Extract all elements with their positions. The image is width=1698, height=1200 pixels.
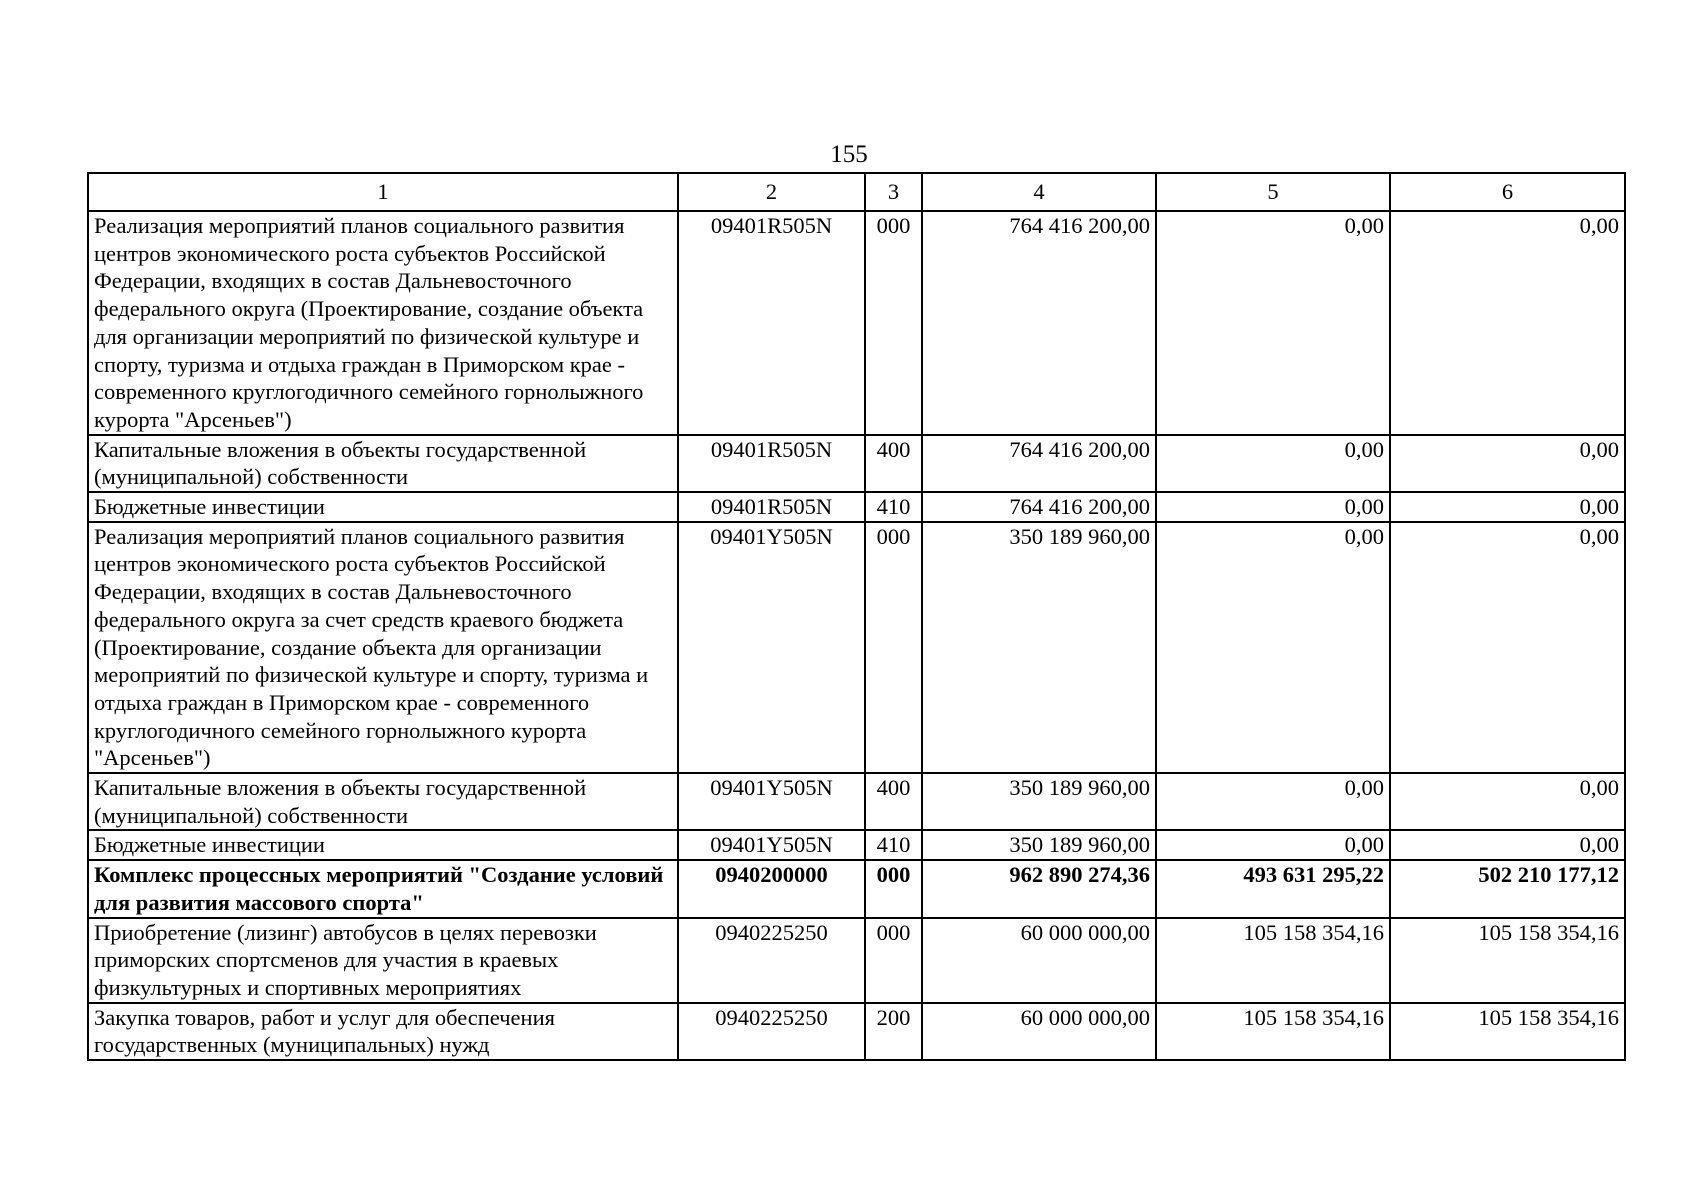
- row-type: 400: [865, 435, 922, 492]
- row-value-6: 0,00: [1390, 211, 1625, 435]
- row-name: Бюджетные инвестиции: [88, 830, 678, 860]
- column-header-1: 1: [88, 173, 678, 211]
- row-name: Закупка товаров, работ и услуг для обеспечения государственных (муниципальных) нужд: [88, 1003, 678, 1060]
- row-type: 000: [865, 211, 922, 435]
- row-name: Реализация мероприятий планов социального развития центров экономического роста субъектов Российской Федерации, входящих в состав Дальневосточного федерального округа за счет средств краевого бюджета (Проектирование, создание объекта для организации мероприятий по физической культуре и спорту, туризма и отдыха граждан в Приморском крае - современного круглогодичного семейного горнолыжного курорта "Арсеньев"): [88, 522, 678, 773]
- column-header-2: 2: [678, 173, 865, 211]
- row-value-6: 105 158 354,16: [1390, 918, 1625, 1003]
- row-type: 000: [865, 918, 922, 1003]
- row-value-4: 350 189 960,00: [922, 830, 1156, 860]
- table-row-total: [88, 860, 1625, 917]
- table-row: [88, 211, 1625, 435]
- row-code: 09401R505N: [678, 492, 865, 522]
- page-number: 155: [830, 141, 868, 168]
- row-value-5: 105 158 354,16: [1156, 918, 1390, 1003]
- row-value-4: 60 000 000,00: [922, 1003, 1156, 1060]
- row-value-4: 350 189 960,00: [922, 522, 1156, 773]
- row-value-4: 350 189 960,00: [922, 773, 1156, 830]
- row-code: 09401Y505N: [678, 522, 865, 773]
- header-row: [88, 173, 1625, 211]
- row-type: 000: [865, 522, 922, 773]
- row-code: 09401R505N: [678, 435, 865, 492]
- row-value-6: 0,00: [1390, 522, 1625, 773]
- row-value-4: 962 890 274,36: [922, 860, 1156, 917]
- row-value-6: 0,00: [1390, 830, 1625, 860]
- budget-table: [87, 172, 1626, 1061]
- column-header-5: 5: [1156, 173, 1390, 211]
- row-value-5: 0,00: [1156, 492, 1390, 522]
- row-name: Капитальные вложения в объекты государственной (муниципальной) собственности: [88, 435, 678, 492]
- row-code: 09401R505N: [678, 211, 865, 435]
- row-name: Капитальные вложения в объекты государственной (муниципальной) собственности: [88, 773, 678, 830]
- row-name: Реализация мероприятий планов социального развития центров экономического роста субъектов Российской Федерации, входящих в состав Дальневосточного федерального округа (Проектирование, создание объекта для организации мероприятий по физической культуре и спорту, туризма и отдыха граждан в Приморском крае - современного круглогодичного семейного горнолыжного курорта "Арсеньев"): [88, 211, 678, 435]
- row-type: 410: [865, 492, 922, 522]
- row-value-5: 0,00: [1156, 522, 1390, 773]
- row-code: 0940200000: [678, 860, 865, 917]
- table-row: [88, 435, 1625, 492]
- table-row: [88, 1003, 1625, 1060]
- row-code: 0940225250: [678, 1003, 865, 1060]
- row-value-4: 764 416 200,00: [922, 435, 1156, 492]
- row-value-5: 0,00: [1156, 211, 1390, 435]
- column-header-4: 4: [922, 173, 1156, 211]
- row-value-6: 105 158 354,16: [1390, 1003, 1625, 1060]
- row-value-4: 764 416 200,00: [922, 211, 1156, 435]
- table-row: [88, 492, 1625, 522]
- row-code: 09401Y505N: [678, 830, 865, 860]
- row-type: 410: [865, 830, 922, 860]
- column-header-3: 3: [865, 173, 922, 211]
- row-value-6: 0,00: [1390, 492, 1625, 522]
- row-value-4: 764 416 200,00: [922, 492, 1156, 522]
- row-value-5: 0,00: [1156, 830, 1390, 860]
- row-name: Комплекс процессных мероприятий "Создание условий для развития массового спорта": [88, 860, 678, 917]
- row-code: 09401Y505N: [678, 773, 865, 830]
- table-row: [88, 773, 1625, 830]
- row-name: Бюджетные инвестиции: [88, 492, 678, 522]
- row-value-6: 0,00: [1390, 435, 1625, 492]
- table-row: [88, 522, 1625, 773]
- table-row: [88, 830, 1625, 860]
- row-name: Приобретение (лизинг) автобусов в целях перевозки приморских спортсменов для участия в краевых физкультурных и спортивных мероприятиях: [88, 918, 678, 1003]
- column-header-6: 6: [1390, 173, 1625, 211]
- row-type: 200: [865, 1003, 922, 1060]
- row-code: 0940225250: [678, 918, 865, 1003]
- row-value-5: 0,00: [1156, 435, 1390, 492]
- row-value-6: 0,00: [1390, 773, 1625, 830]
- row-value-4: 60 000 000,00: [922, 918, 1156, 1003]
- row-type: 000: [865, 860, 922, 917]
- row-type: 400: [865, 773, 922, 830]
- row-value-5: 105 158 354,16: [1156, 1003, 1390, 1060]
- row-value-5: 0,00: [1156, 773, 1390, 830]
- row-value-5: 493 631 295,22: [1156, 860, 1390, 917]
- table-row: [88, 918, 1625, 1003]
- row-value-6: 502 210 177,12: [1390, 860, 1625, 917]
